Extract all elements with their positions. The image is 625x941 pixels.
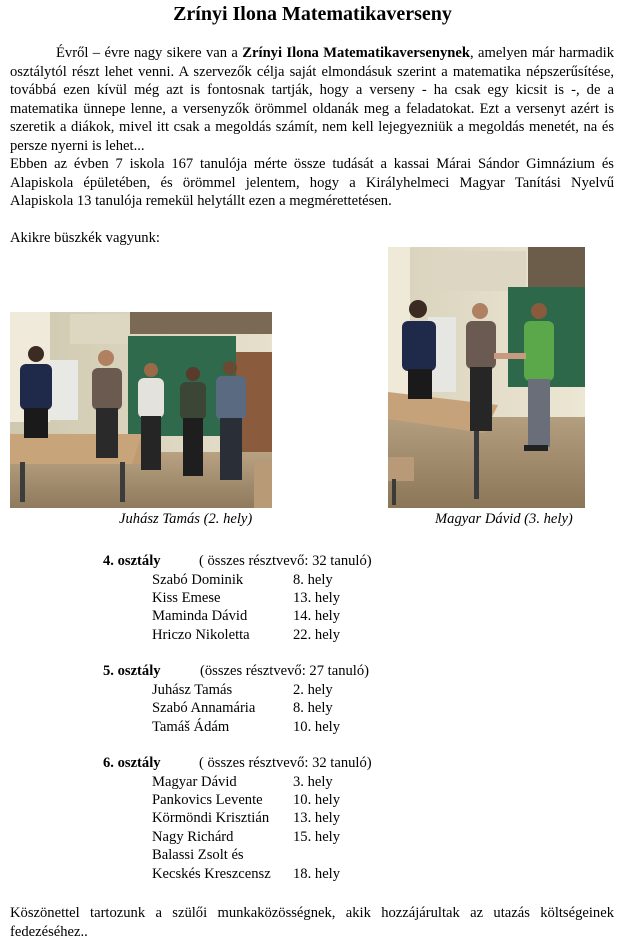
student-name: Szabó Annamária — [152, 700, 256, 716]
table-row — [152, 810, 341, 827]
group-photo — [10, 312, 272, 508]
student-name: Magyar Dávid — [152, 774, 237, 790]
table-row — [152, 608, 341, 625]
table-row — [152, 792, 341, 809]
grade-5-label: 5. osztály — [103, 663, 161, 679]
student-place: 13. hely — [293, 590, 341, 606]
results-paragraph: Ebben az évben 7 iskola 167 tanulója mérte össze tudását a kassai Márai Sándor Gimnázium és Alapiskola épületében, és örömmel jelentem, hogy a Királyhelmeci Magyar Tanítási Nyelvű Alapiskola 13 tanulója remekül helytállt ezen a megmérettetésen. — [10, 156, 614, 210]
student-name: Maminda Dávid — [152, 608, 248, 624]
grade-5-header — [103, 663, 369, 680]
proud-label: Akikre büszkék vagyunk: — [10, 230, 160, 246]
intro-pre: Évről – évre nagy sikere van a — [56, 45, 243, 61]
student-name: Tamáš Ádám — [152, 719, 230, 735]
grade-6-info: ( összes résztvevő: 32 tanuló) — [199, 755, 372, 771]
student-place: 3. hely — [293, 774, 333, 790]
table-row — [152, 682, 333, 699]
student-place: 2. hely — [293, 682, 333, 698]
student-name: Pankovics Levente — [152, 792, 263, 808]
student-place: 10. hely — [293, 719, 341, 735]
student-place: 8. hely — [293, 700, 333, 716]
grade-5-info: (összes résztvevő: 27 tanuló) — [200, 663, 369, 679]
student-name: Hriczo Nikoletta — [152, 627, 250, 643]
contest-name: Zrínyi Ilona Matematikaversenynek — [242, 45, 470, 61]
page-title: Zrínyi Ilona Matematikaverseny — [173, 3, 452, 25]
group-photo-caption: Juhász Tamás (2. hely) — [119, 511, 253, 527]
table-row — [152, 590, 341, 607]
table-row — [152, 774, 333, 791]
award-photo-caption: Magyar Dávid (3. hely) — [435, 511, 573, 527]
intro-post: , amelyen már harmadik osztálytól részt lehet venni. A szervezők célja saját elmondásuk szerint a matematika népszerűsítése, továbbá ezen kívül még azt is fontosnak tartják, hogy a verseny - ha csak egy kicsit is -, de a matematika ünnepe lenne, a versenyzők örömmel oldanák meg a feladatokat. Ezt a versenyt azért is szeretik a diákok, mivel itt csak a megoldás számít, nem kell lejegyezniük a megoldás menetét, na és persze nyerni is lehet... — [10, 45, 615, 154]
student-place: 14. hely — [293, 608, 341, 624]
student-place: 15. hely — [293, 829, 341, 845]
student-name: Kiss Emese — [152, 590, 221, 606]
grade-4-info: ( összes résztvevő: 32 tanuló) — [199, 553, 372, 569]
table-row — [152, 700, 333, 717]
award-photo — [388, 247, 585, 508]
grade-4-header — [103, 553, 372, 570]
table-row — [152, 829, 341, 846]
student-name: Balassi Zsolt és — [152, 847, 244, 863]
table-row — [152, 627, 341, 644]
student-place: 13. hely — [293, 810, 341, 826]
student-name: Nagy Richárd — [152, 829, 234, 845]
closing-paragraph: Köszönettel tartozunk a szülői munkaközösségnek, akik hozzájárultak az utazás költségeinek fedezéséhez.. — [10, 905, 614, 940]
table-row — [152, 719, 341, 736]
table-row — [152, 847, 244, 864]
intro-paragraph — [10, 44, 614, 156]
student-place: 10. hely — [293, 792, 341, 808]
student-place: 8. hely — [293, 572, 333, 588]
grade-6-header — [103, 755, 372, 772]
student-name: Kecskés Kreszcensz — [152, 866, 271, 882]
table-row — [152, 866, 341, 883]
student-name: Juhász Tamás — [152, 682, 233, 698]
student-place: 22. hely — [293, 627, 341, 643]
grade-4-label: 4. osztály — [103, 553, 161, 569]
table-row — [152, 572, 333, 589]
student-name: Szabó Dominik — [152, 572, 244, 588]
grade-6-label: 6. osztály — [103, 755, 161, 771]
student-place: 18. hely — [293, 866, 341, 882]
student-name: Körmöndi Krisztián — [152, 810, 270, 826]
